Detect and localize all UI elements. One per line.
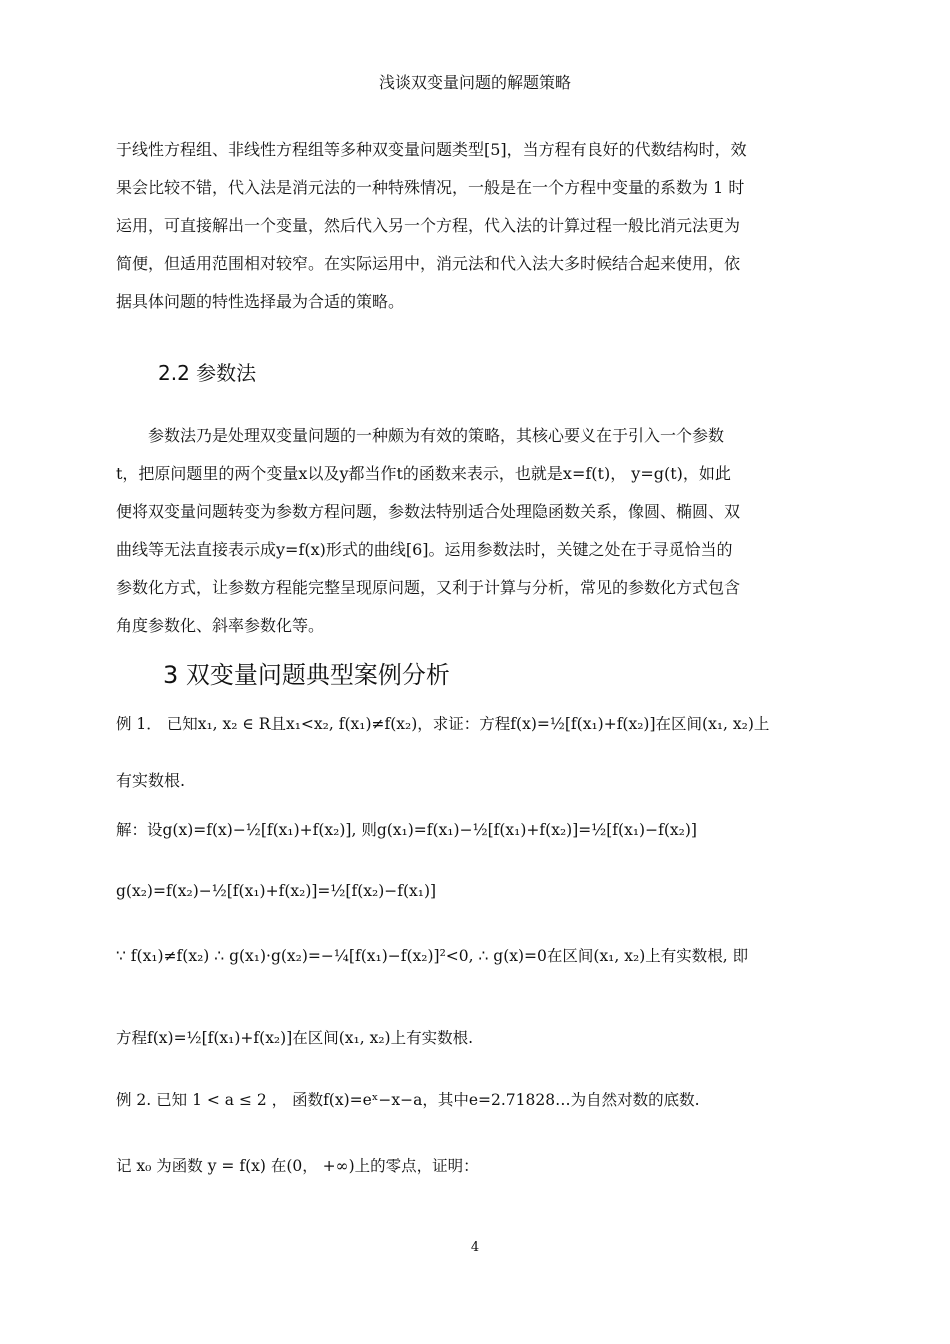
page-number: 4 xyxy=(470,1240,480,1255)
text-line: 角度参数化、斜率参数化等。 xyxy=(116,616,325,635)
paragraph-methods-intro xyxy=(116,131,861,321)
text-line: 据具体问题的特性选择最为合适的策略。 xyxy=(116,292,405,311)
running-header: 浅谈双变量问题的解题策略 xyxy=(378,73,571,92)
example1-statement: 例 1． 已知x₁, x₂ ∈ R且x₁<x₂, f(x₁)≠f(x₂)，求证：方程f(x)=½[f(x₁)+f(x₂)]在区间(x₁, x₂)上 xyxy=(116,715,770,733)
paragraph-parameter-method xyxy=(116,417,861,645)
example2-line-1: 例 2. 已知 1 < a ≤ 2 ， 函数f(x)=eˣ−x−a，其中e=2.71828…为自然对数的底数. xyxy=(116,1091,700,1109)
text-line: 参数化方式，让参数方程能完整呈现原问题，又利于计算与分析，常见的参数化方式包含 xyxy=(116,578,741,597)
example1-solution-line-1: 解：设g(x)=f(x)−½[f(x₁)+f(x₂)], 则g(x₁)=f(x₁)−½[f(x₁)+f(x₂)]=½[f(x₁)−f(x₂)] xyxy=(116,821,697,839)
text-line: 参数法乃是处理双变量问题的一种颇为有效的策略，其核心要义在于引入一个参数 xyxy=(116,426,725,445)
text-line: 曲线等无法直接表示成y=f(x)形式的曲线[6]。运用参数法时，关键之处在于寻觅恰当的 xyxy=(116,540,733,559)
text-line: 简便，但适用范围相对较窄。在实际运用中，消元法和代入法大多时候结合起来使用，依 xyxy=(116,254,741,273)
section-heading-2-2: 2.2 参数法 xyxy=(158,361,257,385)
example2-line-2: 记 x₀ 为函数 y = f(x) 在(0， +∞)上的零点，证明： xyxy=(116,1157,479,1175)
text-line: 果会比较不错，代入法是消元法的一种特殊情况，一般是在一个方程中变量的系数为 1 时 xyxy=(116,178,745,197)
section-heading-3: 3 双变量问题典型案例分析 xyxy=(163,661,450,689)
text-line: t，把原问题里的两个变量x以及y都当作t的函数来表示，也就是x=f(t)， y=g(t)，如此 xyxy=(116,464,731,483)
example1-solution-line-2: g(x₂)=f(x₂)−½[f(x₁)+f(x₂)]=½[f(x₂)−f(x₁)] xyxy=(116,882,437,900)
example1-statement-cont: 有实数根. xyxy=(116,771,186,790)
text-line: 运用，可直接解出一个变量，然后代入另一个方程，代入法的计算过程一般比消元法更为 xyxy=(116,216,741,235)
example1-solution-line-3: ∵ f(x₁)≠f(x₂) ∴ g(x₁)·g(x₂)=−¼[f(x₁)−f(x₂)]²<0, ∴ g(x)=0在区间(x₁, x₂)上有实数根, 即 xyxy=(116,947,749,965)
text-line: 便将双变量问题转变为参数方程问题，参数法特别适合处理隐函数关系，像圆、椭圆、双 xyxy=(116,502,741,521)
example1-solution-line-4: 方程f(x)=½[f(x₁)+f(x₂)]在区间(x₁, x₂)上有实数根. xyxy=(116,1029,474,1047)
text-line: 于线性方程组、非线性方程组等多种双变量问题类型[5]，当方程有良好的代数结构时，效 xyxy=(116,140,747,159)
